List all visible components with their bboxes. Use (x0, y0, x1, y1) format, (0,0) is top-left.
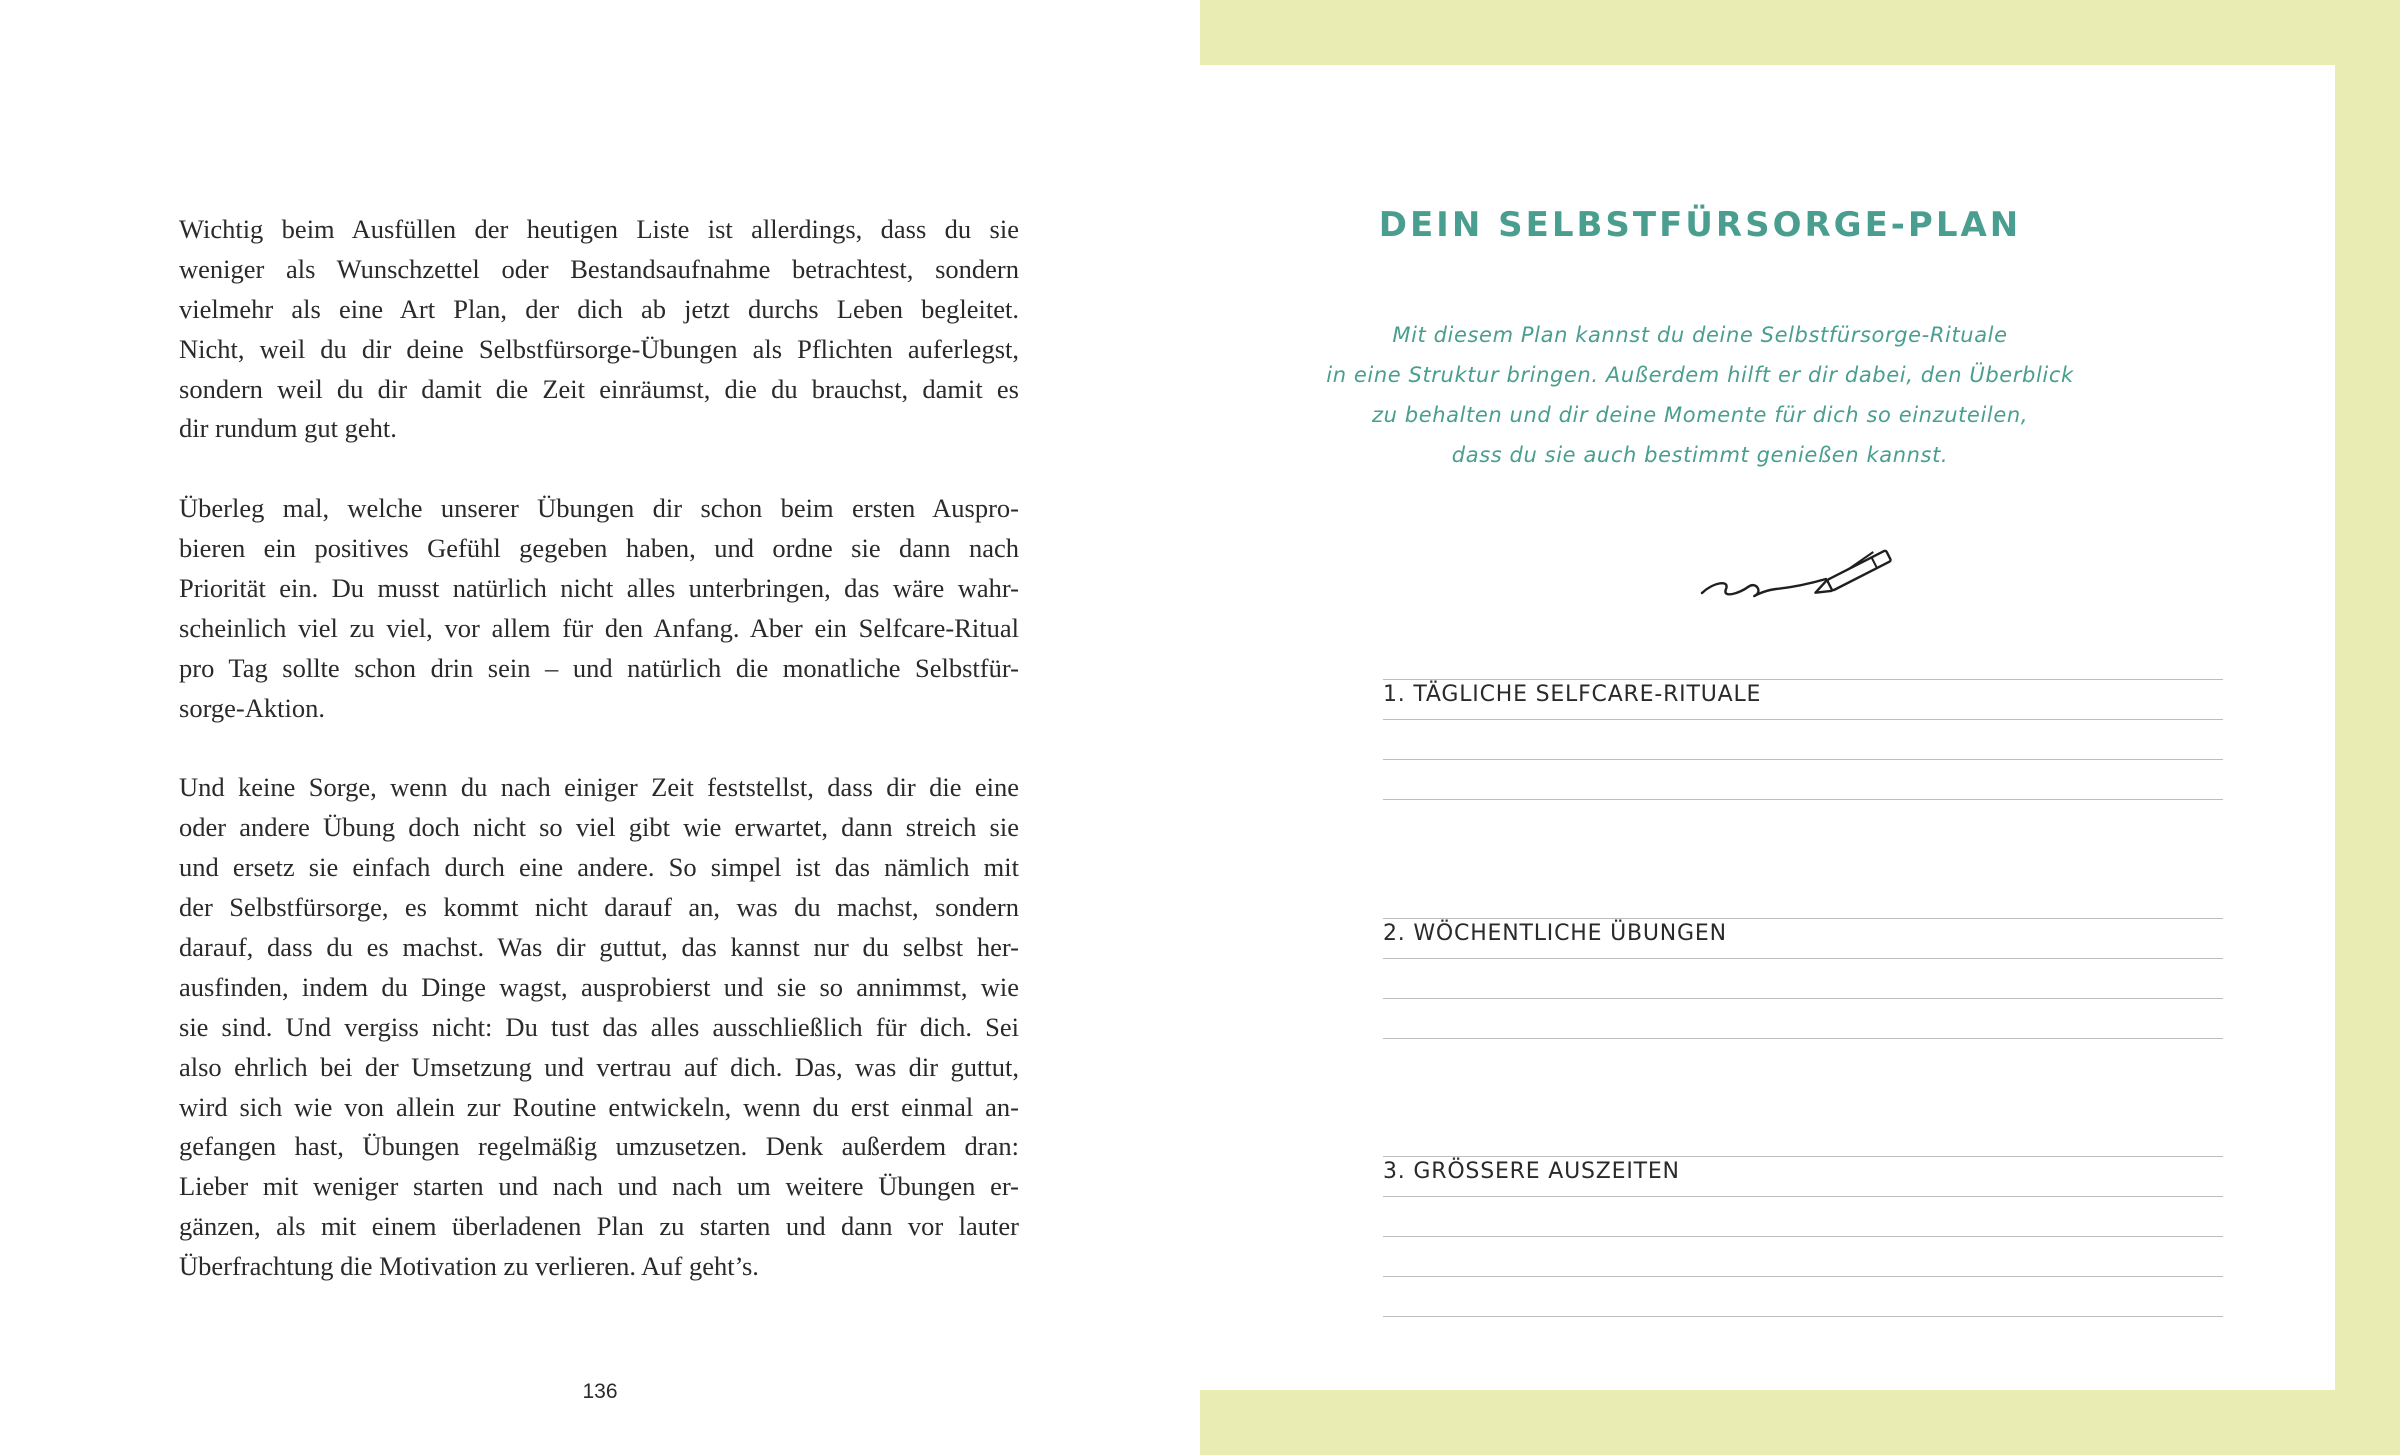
text-line: Lieber mit weniger starten und nach und nach um weitere Übungen er- (179, 1171, 1019, 1202)
right-page (1200, 0, 2400, 1455)
writing-line[interactable] (1383, 759, 2223, 760)
text-line: Wichtig beim Ausfüllen der heutigen Liste ist allerdings, dass du sie (179, 214, 1019, 244)
text-line: gänzen, als mit einem überladenen Plan zu starten und dann vor lauter (179, 1211, 1019, 1242)
text-line: darauf, dass du es machst. Was dir guttut, das kannst nur du selbst her- (179, 932, 1019, 963)
paragraph-2 (179, 489, 1019, 728)
intro-line: in eine Struktur bringen. Außerdem hilft er dir dabei, den Überblick (1326, 363, 2074, 387)
page-number: 136 (582, 1380, 618, 1403)
pen-with-squiggle-icon (1700, 535, 1910, 615)
paragraph-3 (179, 768, 1019, 1287)
text-line: scheinlich viel zu viel, vor allem für den Anfang. Aber ein Selfcare-Ritual (179, 612, 1019, 643)
text-line: Nicht, weil du dir deine Selbstfürsorge-Übungen als Pflichten auferlegst, (179, 333, 1019, 364)
text-line: weniger als Wunschzettel oder Bestandsaufnahme betrachtest, sondern (179, 253, 1019, 284)
writing-line[interactable] (1383, 679, 2223, 680)
section-heading-1: 1. TÄGLICHE SELFCARE-RITUALE (1383, 682, 1762, 707)
body-text (179, 210, 1019, 1287)
text-line: bieren ein positives Gefühl gegeben haben, und ordne sie dann nach (179, 533, 1019, 564)
text-line: dir rundum gut geht. (179, 413, 397, 444)
text-line: und ersetz sie einfach durch eine andere. So simpel ist das nämlich mit (179, 852, 1019, 883)
plan-title: DEIN SELBSTFÜRSORGE-PLAN (1378, 205, 2022, 245)
text-line: Überleg mal, welche unserer Übungen dir schon beim ersten Auspro- (179, 493, 1019, 524)
section-heading-3: 3. GRÖSSERE AUSZEITEN (1383, 1159, 1680, 1184)
text-line: sie sind. Und vergiss nicht: Du tust das alles ausschließlich für dich. Sei (179, 1011, 1019, 1042)
writing-line[interactable] (1383, 1276, 2223, 1277)
intro-line: dass du sie auch bestimmt genießen kannst. (1451, 443, 1949, 467)
intro-line: Mit diesem Plan kannst du deine Selbstfürsorge-Rituale (1392, 323, 2008, 347)
text-line: sorge-Aktion. (179, 692, 325, 723)
writing-line[interactable] (1383, 719, 2223, 720)
section-heading-2: 2. WÖCHENTLICHE ÜBUNGEN (1383, 921, 1727, 946)
writing-line[interactable] (1383, 799, 2223, 800)
text-line: vielmehr als eine Art Plan, der dich ab jetzt durchs Leben begleitet. (179, 293, 1019, 324)
writing-line[interactable] (1383, 918, 2223, 919)
text-line: wird sich wie von allein zur Routine entwickeln, wenn du erst einmal an- (179, 1091, 1019, 1122)
text-line: oder andere Übung doch nicht so viel gibt wie erwartet, dann streich sie (179, 812, 1019, 843)
text-line: Und keine Sorge, wenn du nach einiger Zeit feststellst, dass dir die eine (179, 772, 1019, 803)
worksheet-card (1200, 65, 2335, 1390)
text-line: ausfinden, indem du Dinge wagst, ausprobierst und sie so annimmst, wie (179, 971, 1019, 1002)
intro-line: zu behalten und dir deine Momente für dich so einzuteilen, (1371, 403, 2029, 427)
paragraph-1 (179, 210, 1019, 449)
text-line: also ehrlich bei der Umsetzung und vertrau auf dich. Das, was dir guttut, (179, 1051, 1019, 1082)
text-line: der Selbstfürsorge, es kommt nicht darauf an, was du machst, sondern (179, 892, 1019, 923)
text-line: Priorität ein. Du musst natürlich nicht alles unterbringen, das wäre wahr- (179, 573, 1019, 604)
text-line: pro Tag sollte schon drin sein – und natürlich die monatliche Selbstfür- (179, 652, 1019, 683)
writing-line[interactable] (1383, 958, 2223, 959)
text-line: gefangen hast, Übungen regelmäßig umzusetzen. Denk außerdem dran: (179, 1131, 1019, 1162)
writing-line[interactable] (1383, 1236, 2223, 1237)
writing-line[interactable] (1383, 1316, 2223, 1317)
writing-line[interactable] (1383, 1156, 2223, 1157)
text-line: Überfrachtung die Motivation zu verlieren. Auf geht’s. (179, 1251, 759, 1282)
writing-line[interactable] (1383, 998, 2223, 999)
text-line: sondern weil du dir damit die Zeit einräumst, die du brauchst, damit es (179, 373, 1019, 404)
writing-line[interactable] (1383, 1196, 2223, 1197)
plan-intro (1300, 315, 2100, 475)
writing-line[interactable] (1383, 1038, 2223, 1039)
